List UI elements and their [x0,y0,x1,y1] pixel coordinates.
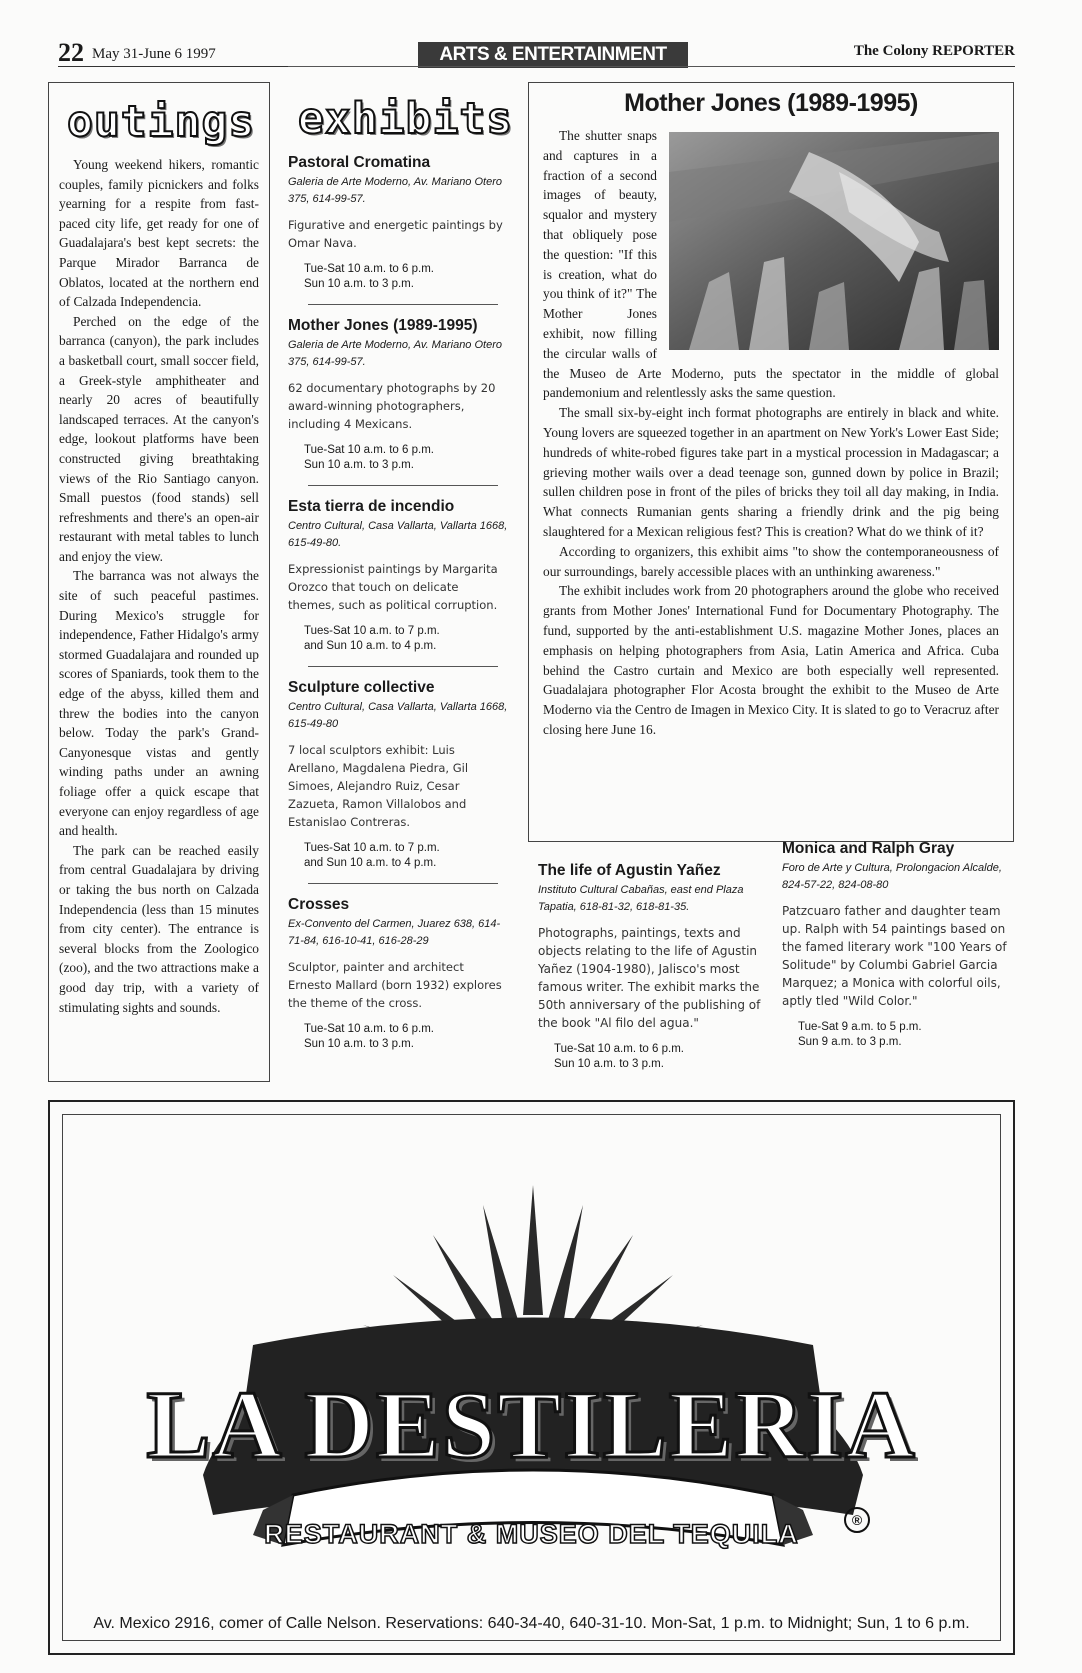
feature-article-box [528,82,1014,842]
exhibit-description: Expressionist paintings by Margarita Orozco that touch on delicate themes, such as political corruption. [288,562,498,612]
ad-contact-info: Av. Mexico 2916, comer of Calle Nelson. Reservations: 640-34-40, 640-31-10. Mon-Sat, 1 p.m. to Midnight; Sun, 1 to 6 p.m. [93,1615,970,1632]
exhibit-hours: Tue-Sat 10 a.m. to 6 p.m. [554,1043,684,1055]
exhibit-hours: Tues-Sat 10 a.m. to 7 p.m. [304,625,440,637]
exhibit-title: Pastoral Cromatina [288,154,431,171]
exhibit-entry [288,498,508,654]
exhibit-venue: Galeria de Arte Moderno, Av. Mariano Otero 375, 614-99-57. [288,176,502,205]
outings-paragraph: The park can be reached easily from central Guadalajara by driving or taking the bus north on Calzada Independencia (less than 15 minutes from city center). The entrance is several blocks from the Zoologico (zoo), and the two attractions make a good day trip, with a variety of stimulating sights and sounds. [59,842,259,1015]
exhibit-description: 62 documentary photographs by 20 award-winning photographers, including 4 Mexicans. [288,381,496,431]
exhibit-entry [782,840,1018,1050]
page-number: 22 [58,38,84,67]
exhibit-hours: Sun 10 a.m. to 3 p.m. [304,278,414,290]
exhibit-hours: Tue-Sat 9 a.m. to 5 p.m. [798,1021,922,1033]
outings-column [48,82,270,1082]
header-rule [288,66,800,67]
ad-frame [62,1114,1001,1641]
exhibit-divider [308,666,498,667]
outings-heading: outings [67,97,256,147]
exhibit-divider [308,883,498,884]
exhibit-title: Esta tierra de incendio [288,498,455,515]
exhibits-column [288,82,514,1052]
exhibit-venue: Centro Cultural, Casa Vallarta, Vallarta 1668, 615-49-80. [288,520,508,549]
outings-paragraph: Young weekend hikers, romantic couples, family picnickers and folks yearning for a respite from fast-paced city life, get ready for one of Guadalajara's best kept secrets: the Parque Mirador Barranca de Oblatos, located at the northern end of Calzada Independencia. [59,157,259,310]
exhibit-venue: Centro Cultural, Casa Vallarta, Vallarta 1668, 615-49-80 [288,701,508,730]
exhibit-hours: and Sun 10 a.m. to 4 p.m. [304,857,437,869]
outings-paragraph: Perched on the edge of the barranca (canyon), the park includes a basketball court, small soccer field, a Greek-style amphitheater and nearly 20 acres of beautifully landscaped terraces. At the canyon's edge, lookout platforms have been constructed giving breathtaking views of the Rio Santiago canyon. Small puestos (food stands) sell refreshments and there's an open-air restaurant with metal tables to lunch and enjoy the view. [59,313,259,564]
exhibit-divider [308,304,498,305]
feature-paragraph: The small six-by-eight inch format photographs are entirely in black and white. Young lovers are squeezed together in an apartment on New York's Lower East Side; hundreds of white-robed figures take part in a mystical procession in Madagascar; a grieving mother wails over a dead teenage son, gunned down by police in Brazil; sullen children pose in front of the piles of bricks they toil all day making, in India. What connects Rumanian gents sharing a friendly drink and the pig being slaughtered for a Mexican religious fest? This is creation? What do we think of it? [543,405,999,539]
section-banner: ARTS & ENTERTAINMENT [418,42,688,68]
exhibit-hours: Tues-Sat 10 a.m. to 7 p.m. [304,842,440,854]
feature-photo [669,132,999,350]
issue-date: May 31-June 6 1997 [92,46,216,62]
exhibit-venue: Ex-Convento del Carmen, Juarez 638, 614-71-84, 616-10-41, 616-28-29 [288,918,501,947]
exhibit-description: Patzcuaro father and daughter team up. Ralph with 54 paintings based on the famed literary work "100 Years of Solitude" by Columbi Gabriel Garcia Marquez; a Monica with colorful oils, aptly tled "Wild Color." [782,904,1007,1008]
feature-title: Mother Jones (1989-1995) [624,89,918,117]
publication-name: The Colony REPORTER [800,38,1015,67]
exhibits-heading: exhibits [298,94,514,144]
exhibit-title: Mother Jones (1989-1995) [288,317,478,334]
exhibit-title: The life of Agustin Yañez [538,862,721,879]
feature-paragraph: According to organizers, this exhibit aims "to show the contemporaneousness of our surroundings, barely accessible places with an unthinking awareness." [543,543,999,579]
exhibit-hours: Sun 9 a.m. to 3 p.m. [798,1036,902,1048]
page-header-left [58,38,288,67]
exhibit-hours: Tue-Sat 10 a.m. to 6 p.m. [304,444,434,456]
registered-mark: ® [844,1507,870,1533]
exhibit-hours: Sun 10 a.m. to 3 p.m. [554,1058,664,1070]
exhibit-hours: Sun 10 a.m. to 3 p.m. [304,459,414,471]
exhibit-description: Photographs, paintings, texts and objects relating to the life of Agustin Yañez (1904-1980), Jalisco's most famous writer. The exhibit marks the 50th anniversary of the publishing of the book "Al filo del agua." [538,926,761,1030]
ad-restaurant-name: LA DESTILERIA [146,1371,917,1478]
exhibit-hours: Tue-Sat 10 a.m. to 6 p.m. [304,1023,434,1035]
exhibit-description: 7 local sculptors exhibit: Luis Arellano, Magdalena Piedra, Gil Simoes, Alejandro Ruiz, Cesar Zazueta, Ramon Villalobos and Estanislao Contreras. [288,743,469,829]
exhibit-hours: Tue-Sat 10 a.m. to 6 p.m. [304,263,434,275]
exhibit-description: Sculptor, painter and architect Ernesto Mallard (born 1932) explores the theme of the cross. [288,960,502,1010]
exhibit-divider [308,485,498,486]
exhibit-entry [288,154,508,292]
exhibit-entry [288,896,508,1052]
exhibit-title: Crosses [288,896,350,913]
exhibit-title: Monica and Ralph Gray [782,840,955,857]
exhibit-entry [288,679,508,871]
exhibit-venue: Foro de Arte y Cultura, Prolongacion Alcalde, 824-57-22, 824-08-80 [782,862,1002,891]
restaurant-advertisement [48,1100,1015,1655]
feature-paragraph: The exhibit includes work from 20 photographers around the globe who received grants from Mother Jones' International Fund for Documentary Photography. The fund, supported by the anti-establishment U.S. magazine Mother Jones, places an emphasis on helping photographers from Asia, Latin America and Africa. Cuba behind the Castro curtain and Mexico are both especially well represented. Guadalajara photographer Flor Acosta brought the exhibit to the Museo de Arte Moderno via the Centro de Imagen in Mexico City. It is slated to go to Veracruz after closing here June 16. [543,583,999,737]
exhibit-venue: Instituto Cultural Cabañas, east end Plaza Tapatia, 618-81-32, 618-81-35. [538,884,744,913]
feature-paragraph: The shutter snaps and captures in a fraction of a second images of beauty, squalor and mystery that obliquely pose the question: "If this is creation, what do you think of it?" The Mother Jones exhibit, now filling the circular walls of the Museo de Arte Moderno, puts the spectator in the middle of global pandemonium and relentlessly asks the same question. [543,128,999,401]
outings-paragraph: The barranca was not always the site of such peaceful pastimes. During Mexico's struggle for independence, Father Hidalgo's army stormed Guadalajara and rounded up scores of Spaniards, took them to the edge of the abyss, killed them and threw the bodies into the canyon below. Today the park's Grand-Canyonesque vistas and gently winding paths under an awning foliage offer a quick escape that everyone can enjoy regardless of age and health. [59,568,259,839]
exhibit-hours: and Sun 10 a.m. to 4 p.m. [304,640,437,652]
ad-tagline: RESTAURANT & MUSEO DEL TEQUILA [264,1519,799,1549]
exhibit-venue: Galeria de Arte Moderno, Av. Mariano Otero 375, 614-99-57. [288,339,502,368]
exhibit-title: Sculpture collective [288,679,435,696]
exhibit-description: Figurative and energetic paintings by Omar Nava. [288,218,503,250]
exhibit-hours: Sun 10 a.m. to 3 p.m. [304,1038,414,1050]
exhibit-entry [538,852,774,1072]
hands-photo-illustration [669,132,999,350]
exhibit-entry [288,317,508,473]
